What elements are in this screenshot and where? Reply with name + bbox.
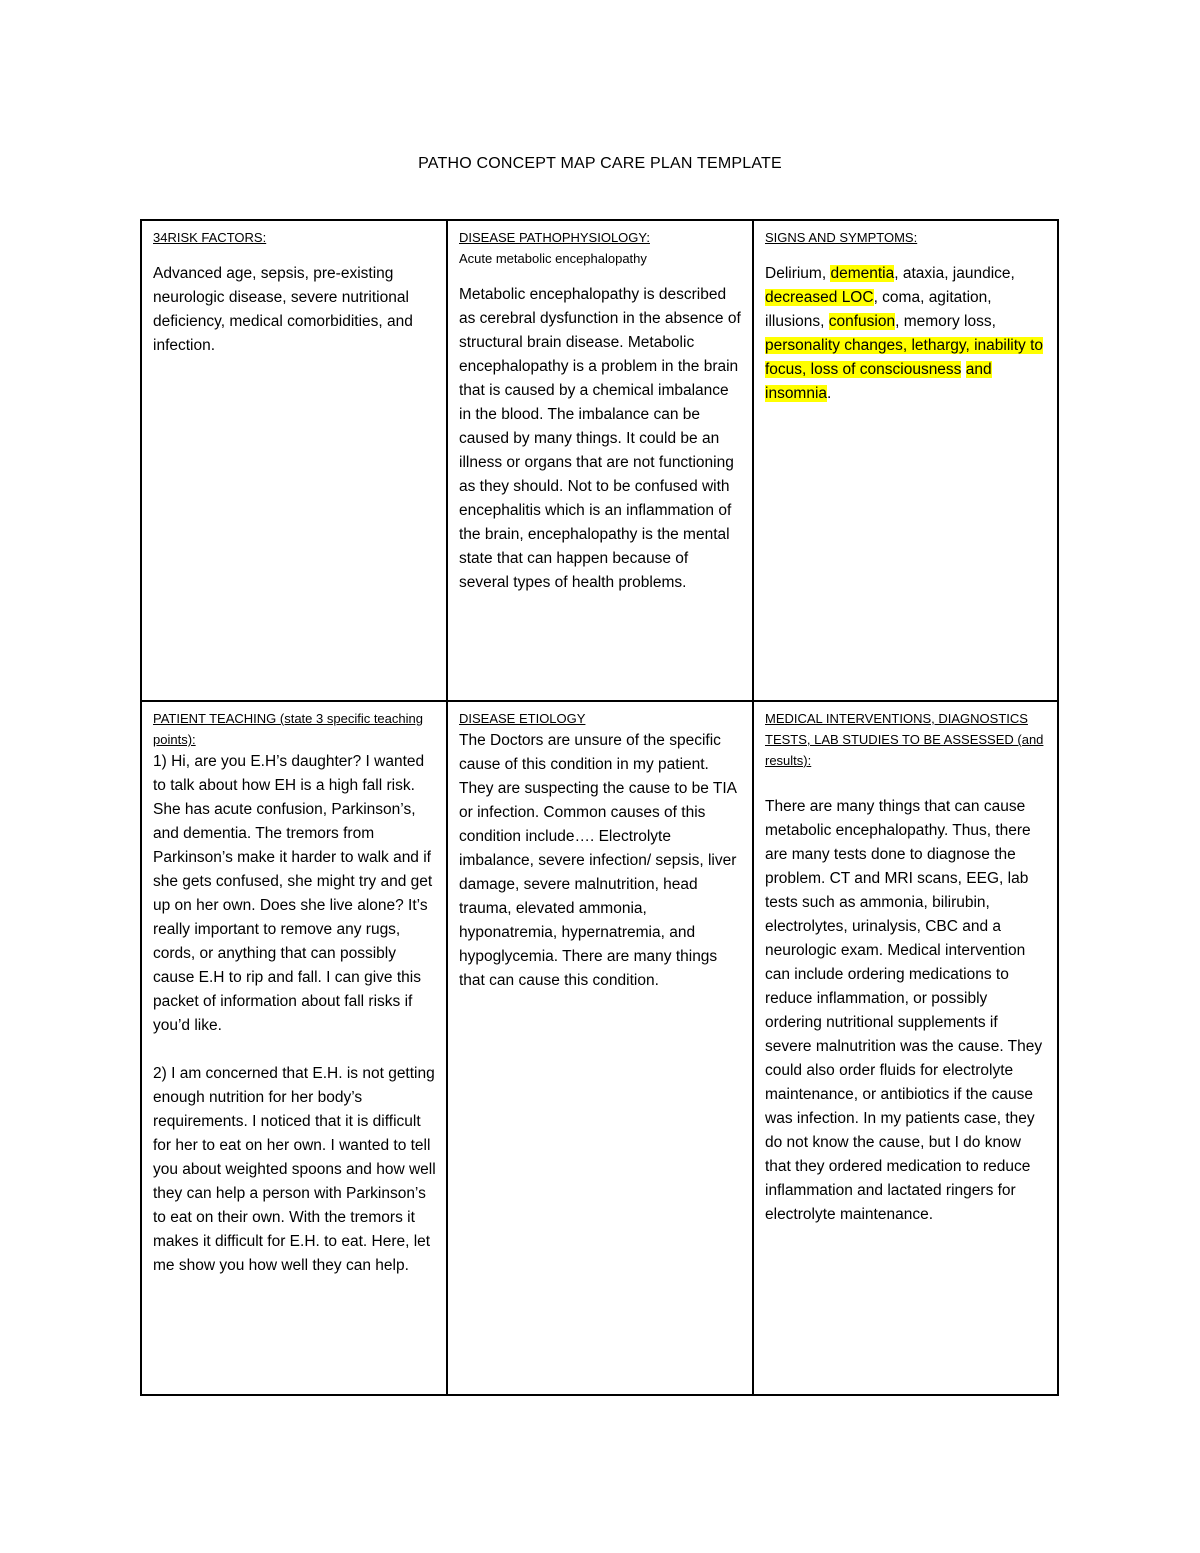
symptom-highlight: and insomnia (765, 361, 992, 402)
patient-teaching-heading: PATIENT TEACHING (state 3 specific teaching points): (153, 711, 423, 747)
etiology-cell (448, 702, 752, 1394)
teaching-point-2: 2) I am concerned that E.H. is not getting enough nutrition for her body’s requirements. I noticed that it is difficult for her to eat on her own. I wanted to tell you about weighted spoons and how well they can help a person with Parkinson’s to eat on their own. With the tremors it makes it difficult for E.H. to eat. Here, let me show you how well they can help. (153, 1065, 436, 1274)
interventions-text: There are many things that can cause metabolic encephalopathy. Thus, there are many tests done to diagnose the problem. CT and MRI scans, EEG, lab tests such as ammonia, bilirubin, electrolytes, urinalysis, CBC and a neurologic exam. Medical intervention can include ordering medications to reduce inflammation, or possibly ordering nutritional supplements if severe malnutrition was the cause. They could also order fluids for electrolyte maintenance, or antibiotics if the cause was infection. In my patients case, they do not know the cause, but I do know that they ordered medication to reduce inflammation and lactated ringers for electrolyte maintenance. (765, 798, 1043, 1223)
interventions-heading: MEDICAL INTERVENTIONS, DIAGNOSTICS TESTS, LAB STUDIES TO BE ASSESSED (and results): (765, 711, 1044, 768)
pathophysiology-text: Metabolic encephalopathy is described as cerebral dysfunction in the absence of structural brain disease. Metabolic encephalopathy is a problem in the brain that is caused by a chemical imbalance in the blood. The imbalance can be caused by many things. It could be an illness or organs that are not functioning as they should. Not to be confused with encephalitis which is an inflammation of the brain, encephalopathy is the mental state that can happen because of several types of health problems. (459, 286, 741, 591)
risk-factors-cell (142, 221, 446, 700)
etiology-heading: DISEASE ETIOLOGY (459, 711, 586, 726)
risk-factors-text: Advanced age, sepsis, pre-existing neurologic disease, severe nutritional deficiency, medical comorbidities, and infection. (153, 265, 413, 354)
interventions-cell (754, 702, 1057, 1394)
symptom-highlight: decreased LOC (765, 289, 874, 306)
symptom-text: , coma, agitation, illusions, (765, 289, 992, 330)
teaching-point-1: 1) Hi, are you E.H’s daughter? I wanted to talk about how EH is a high fall risk. She has acute confusion, Parkinson’s, and dementia. The tremors from Parkinson’s make it harder to walk and if she gets confused, she might try and get up on her own. Does she live alone? It’s really important to remove any rugs, cords, or anything that can possibly cause E.H to rip and fall. I can give this packet of information about fall risks if you’d like. (153, 753, 433, 1034)
signs-symptoms-cell (754, 221, 1057, 700)
pathophysiology-cell (448, 221, 752, 700)
pathophysiology-heading: DISEASE PATHOPHYSIOLOGY: (459, 230, 650, 245)
symptom-text: , memory loss, (895, 313, 996, 330)
pathophysiology-subtitle: Acute metabolic encephalopathy (459, 251, 647, 266)
symptom-highlight: dementia (830, 265, 895, 282)
signs-symptoms-heading: SIGNS AND SYMPTOMS: (765, 230, 918, 245)
symptom-text: , ataxia, jaundice, (894, 265, 1015, 282)
patient-teaching-cell (142, 702, 446, 1394)
care-plan-table (140, 219, 1059, 1396)
symptom-highlight: confusion (828, 313, 896, 330)
etiology-text: The Doctors are unsure of the specific cause of this condition in my patient. They are suspecting the cause to be TIA or infection. Common causes of this condition include…. Electrolyte imbalance, severe infection/ sepsis, liver damage, severe malnutrition, head trauma, elevated ammonia, hyponatremia, hypernatremia, and hypoglycemia. There are many things that can cause this condition. (459, 732, 737, 989)
page-title: PATHO CONCEPT MAP CARE PLAN TEMPLATE (418, 155, 782, 172)
symptom-text: Delirium, (765, 265, 831, 282)
symptom-text: . (827, 385, 832, 402)
symptom-highlight: personality changes, lethargy, inability to focus, loss of consciousness (765, 337, 1044, 378)
risk-factors-heading: 34RISK FACTORS: (153, 230, 267, 245)
signs-symptoms-text (765, 262, 1047, 406)
